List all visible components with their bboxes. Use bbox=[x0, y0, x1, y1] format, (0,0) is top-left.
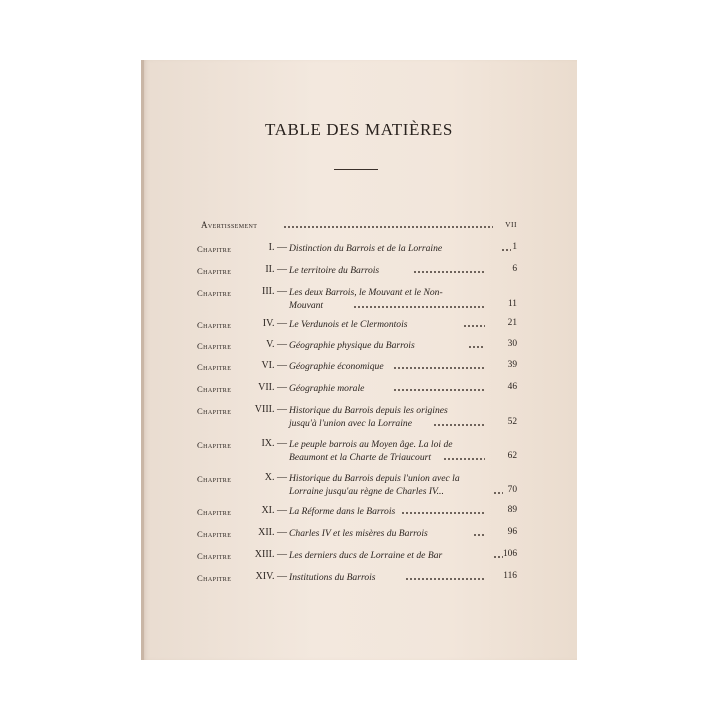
toc-entry bbox=[141, 569, 577, 588]
page-title: TABLE DES MATIÈRES bbox=[265, 120, 453, 139]
chapter-label: Chapitre bbox=[197, 384, 232, 394]
leader-dots bbox=[393, 364, 485, 372]
toc-entry bbox=[141, 337, 577, 356]
toc-entry bbox=[141, 284, 577, 316]
chapter-label: Chapitre bbox=[197, 341, 232, 351]
chapter-number: XI. — bbox=[261, 505, 287, 516]
toc-entry bbox=[141, 316, 577, 335]
chapter-label: Chapitre bbox=[197, 440, 232, 450]
chapter-number: XIII. — bbox=[254, 549, 287, 560]
chapter-label: Chapitre bbox=[197, 551, 232, 561]
chapter-page-number: 21 bbox=[507, 318, 517, 328]
chapter-number: IX. — bbox=[261, 438, 287, 449]
chapter-title-line: jusqu'à l'union avec la Lorraine bbox=[289, 418, 412, 429]
chapter-label: Chapitre bbox=[197, 474, 232, 484]
chapter-page-number: 106 bbox=[502, 549, 517, 559]
chapter-label: Chapitre bbox=[197, 320, 232, 330]
chapter-page-number: 11 bbox=[507, 299, 517, 309]
chapter-page-number: 6 bbox=[512, 264, 517, 274]
chapter-title-line: Historique du Barrois depuis l'union avec la bbox=[289, 473, 460, 484]
leader-dots bbox=[353, 303, 485, 311]
chapter-title-line: Lorraine jusqu'au règne de Charles IV... bbox=[289, 486, 444, 497]
avertissement-label: Avertissement bbox=[201, 220, 258, 230]
chapter-page-number: 46 bbox=[507, 382, 517, 392]
chapter-label: Chapitre bbox=[197, 573, 232, 583]
leader-dots bbox=[413, 268, 485, 276]
chapter-title-line: Mouvant bbox=[289, 300, 324, 311]
chapter-title-line: Géographie économique bbox=[289, 361, 384, 372]
chapter-title-line: Historique du Barrois depuis les origines bbox=[289, 405, 448, 416]
chapter-number: I. — bbox=[268, 242, 287, 253]
chapter-title-line: Les derniers ducs de Lorraine et de Bar bbox=[289, 550, 443, 561]
chapter-page-number: 70 bbox=[507, 485, 517, 495]
toc-entry bbox=[141, 380, 577, 399]
chapter-title-line: Le territoire du Barrois bbox=[289, 265, 380, 276]
toc-entry bbox=[141, 525, 577, 544]
chapter-label: Chapitre bbox=[197, 362, 232, 372]
chapter-title-line: Charles IV et les misères du Barrois bbox=[289, 528, 428, 539]
toc-entry bbox=[141, 470, 577, 502]
chapter-number: VIII. — bbox=[254, 404, 287, 415]
chapter-page-number: 1 bbox=[512, 242, 517, 252]
chapter-title-line: Le Verdunois et le Clermontois bbox=[289, 319, 408, 330]
avertissement-page: VII bbox=[505, 220, 517, 229]
toc-entry-avertissement bbox=[141, 220, 577, 242]
chapter-page-number: 89 bbox=[507, 505, 517, 515]
toc-entry bbox=[141, 547, 577, 566]
toc-entry bbox=[141, 436, 577, 468]
chapter-page-number: 30 bbox=[507, 339, 517, 349]
chapter-title-line: Le peuple barrois au Moyen âge. La loi de bbox=[289, 439, 453, 450]
chapter-page-number: 96 bbox=[507, 527, 517, 537]
chapter-title-line: La Réforme dans le Barrois bbox=[289, 506, 396, 517]
toc-entry bbox=[141, 240, 577, 259]
toc-entry bbox=[141, 402, 577, 434]
chapter-page-number: 116 bbox=[503, 571, 517, 581]
chapter-label: Chapitre bbox=[197, 244, 232, 254]
chapter-page-number: 62 bbox=[507, 451, 517, 461]
leader-dots bbox=[401, 509, 485, 517]
chapter-title-line: Géographie physique du Barrois bbox=[289, 340, 415, 351]
chapter-title-line: Beaumont et la Charte de Triaucourt bbox=[289, 452, 432, 463]
chapter-number: II. — bbox=[265, 264, 287, 275]
chapter-page-number: 52 bbox=[507, 417, 517, 427]
chapter-label: Chapitre bbox=[197, 529, 232, 539]
chapter-title-line: Distinction du Barrois et de la Lorraine bbox=[289, 243, 443, 254]
chapter-label: Chapitre bbox=[197, 507, 232, 517]
chapter-number: XIV. — bbox=[255, 571, 287, 582]
chapter-number: X. — bbox=[264, 472, 287, 483]
chapter-number: XII. — bbox=[258, 527, 287, 538]
chapter-title-line: Géographie morale bbox=[289, 383, 365, 394]
chapter-label: Chapitre bbox=[197, 288, 232, 298]
chapter-number: IV. — bbox=[262, 318, 287, 329]
chapter-number: VI. — bbox=[261, 360, 287, 371]
chapter-number: VII. — bbox=[258, 382, 287, 393]
chapter-page-number: 39 bbox=[507, 360, 517, 370]
title-rule bbox=[334, 169, 378, 170]
leader-dots bbox=[283, 223, 493, 231]
chapter-label: Chapitre bbox=[197, 406, 232, 416]
leader-dots bbox=[405, 575, 485, 583]
chapter-number: III. — bbox=[262, 286, 287, 297]
leader-dots bbox=[393, 386, 485, 394]
chapter-label: Chapitre bbox=[197, 266, 232, 276]
toc-entry bbox=[141, 358, 577, 377]
chapter-title-line: Les deux Barrois, le Mouvant et le Non- bbox=[289, 287, 443, 298]
book-page bbox=[141, 60, 577, 660]
chapter-number: V. — bbox=[266, 339, 287, 350]
toc-entry bbox=[141, 262, 577, 281]
chapter-title-line: Institutions du Barrois bbox=[289, 572, 376, 583]
toc-entry bbox=[141, 503, 577, 522]
